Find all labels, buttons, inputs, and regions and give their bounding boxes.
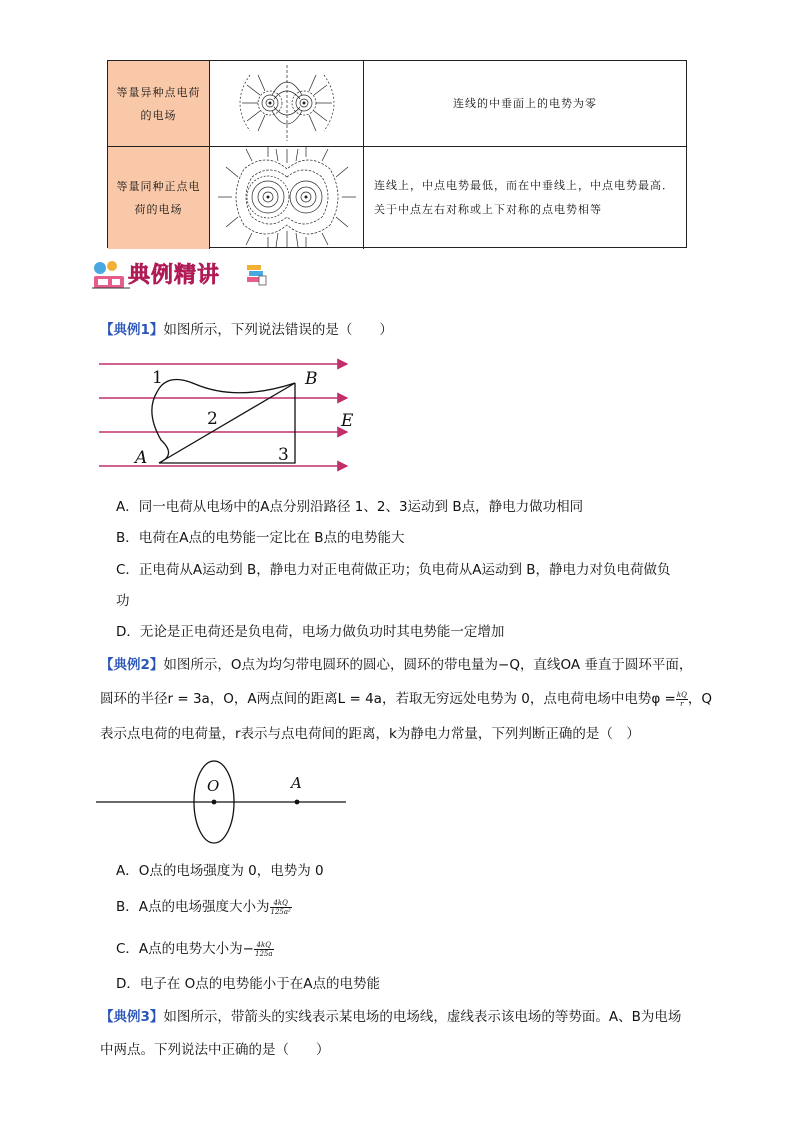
table-cell-name: 等量同种正点电荷的电场 [108, 147, 210, 249]
example-label: 【典例3】 [100, 1009, 164, 1025]
example-2-line-3: 表示点电荷的电荷量，r表示与点电荷间的距离，k为静电力常量，下列判断正确的是（ ） [100, 726, 640, 742]
example-1-option-b: B．电荷在A点的电势能一定比在 B点的电势能大 [116, 530, 405, 546]
example-2-line-2 [100, 689, 712, 709]
example-label: 【典例2】 [100, 657, 164, 673]
opposite-charges-field-diagram [210, 61, 364, 146]
potential-value-fraction: $\frac{4kQ}{125a}$ [254, 940, 273, 958]
example-2-option-a: A．O点的电场强度为 0，电势为 0 [116, 863, 324, 879]
book-stack-icon [245, 262, 267, 286]
example-label: 【典例1】 [100, 322, 164, 338]
point-a-label: A [135, 448, 148, 468]
field-strength-fraction: $\frac{4kQ}{\text{125a²}}$ [270, 898, 291, 916]
table-row [108, 61, 686, 146]
example-3-line-2: 中两点。下列说法中正确的是（ ） [100, 1042, 330, 1058]
example-1-option-d: D．无论是正电荷还是负电荷，电场力做负功时其电势能一定增加 [116, 624, 505, 640]
field-paths-figure [97, 350, 367, 475]
question-text: 如图所示，下列说法错误的是（ ） [163, 322, 393, 338]
example-1-option-c-cont: 功 [116, 593, 130, 609]
point-b-label: B [305, 369, 318, 389]
example-1-option-c: C．正电荷从A运动到 B，静电力对正电荷做正功；负电荷从A运动到 B，静电力对负电荷做负 [116, 562, 671, 578]
student-reading-icon [90, 258, 132, 294]
option-text: B．A点的电场强度大小为 [116, 899, 270, 915]
question-text: 如图所示，O点为均匀带电圆环的圆心，圆环的带电量为−Q，直线OA 垂直于圆环平面， [163, 657, 693, 673]
example-2-option-d: D．电子在 O点的电势能小于在A点的电势能 [116, 976, 381, 992]
ring-axis-figure [94, 758, 354, 848]
like-charges-field-diagram [210, 147, 364, 249]
example-2-option-b [116, 897, 292, 917]
question-text: ，Q [687, 691, 712, 707]
table-cell-desc: 连线的中垂面上的电势为零 [453, 96, 597, 110]
banner-title: 典例精讲 [128, 263, 221, 288]
example-1-option-a: A．同一电荷从电场中的A点分别沿路径 1、2、3运动到 B点，静电力做功相同 [116, 499, 584, 515]
example-1-stem [100, 320, 393, 340]
example-2-line-1 [100, 655, 692, 675]
field-e-label: E [341, 411, 354, 431]
path-2-label: 2 [207, 409, 218, 429]
example-3-line-1 [100, 1007, 681, 1027]
field-table [107, 60, 687, 248]
table-cell-name: 等量异种点电荷的电场 [108, 61, 210, 146]
point-a-label: A [291, 774, 302, 792]
example-2-option-c [116, 939, 274, 959]
table-row [108, 146, 686, 249]
path-3-label: 3 [278, 445, 289, 465]
potential-fraction: $\frac{kQ}{r}$ [676, 690, 687, 708]
option-text: C．A点的电势大小为− [116, 941, 254, 957]
table-cell-desc: 连线上，中点电势最低，而在中垂线上，中点电势最高．关于中点左右对称或上下对称的点电势相等 [374, 179, 674, 216]
question-text: 圆环的半径r = 3a，O，A两点间的距离L = 4a，若取无穷远处电势为 0，点电荷电场中电势φ = [100, 691, 676, 707]
question-text: 如图所示，带箭头的实线表示某电场的电场线，虚线表示该电场的等势面。A、B为电场 [163, 1009, 682, 1025]
point-o-label: O [207, 777, 220, 795]
section-banner [90, 258, 270, 294]
path-1-label: 1 [152, 368, 163, 388]
